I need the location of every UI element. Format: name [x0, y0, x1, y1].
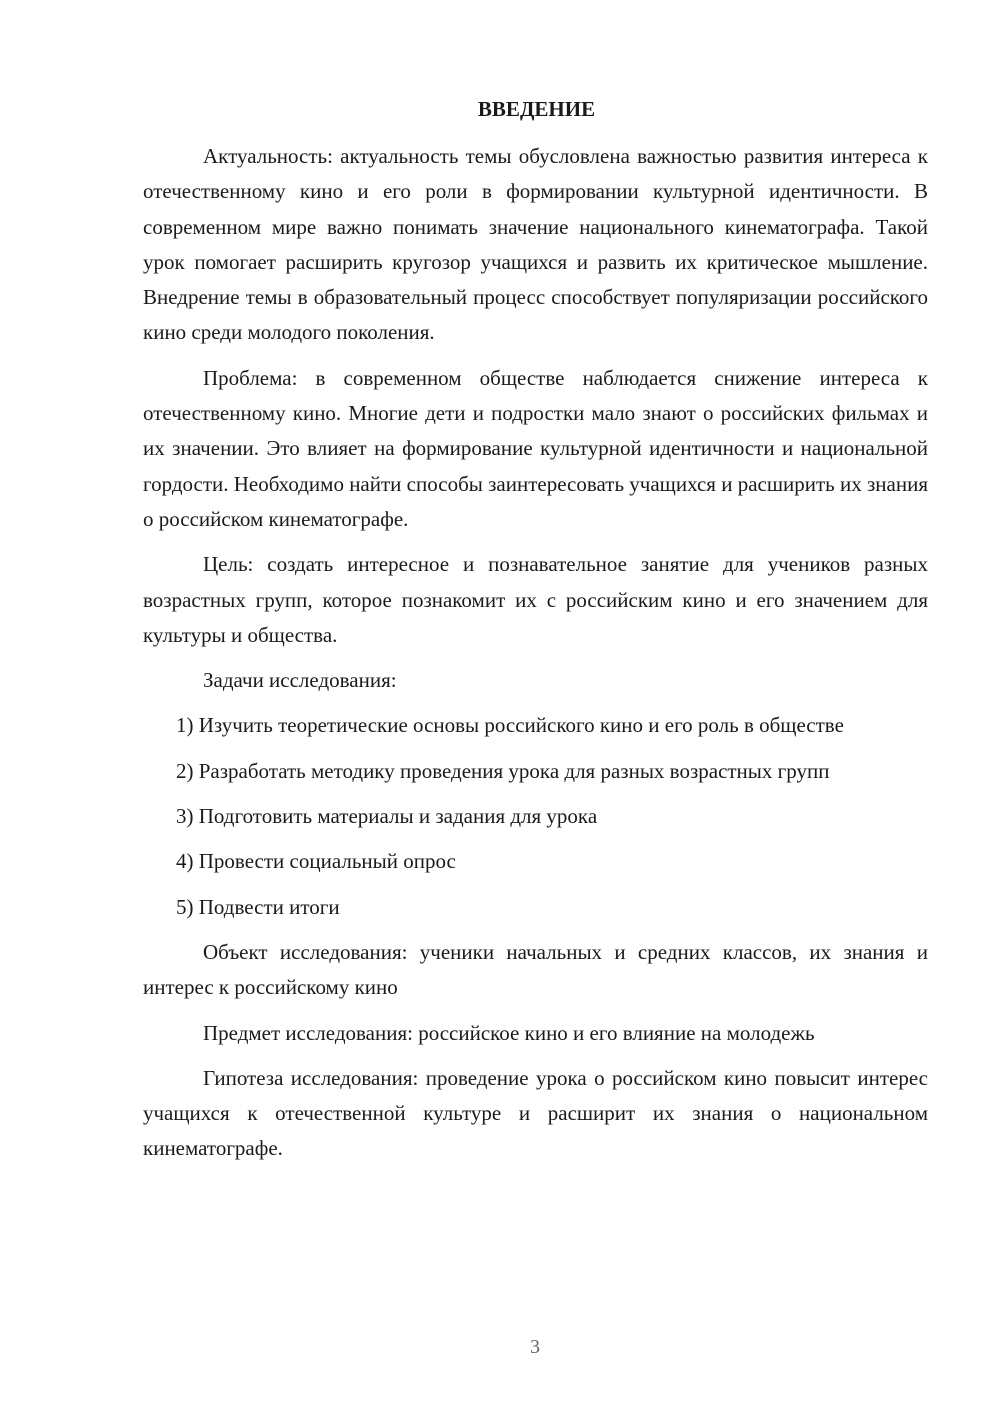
task-item-1: 1) Изучить теоретические основы российского кино и его роль в обществе — [176, 713, 844, 738]
section-heading: ВВЕДЕНИЕ — [477, 97, 596, 121]
object-paragraph: Объект исследования: ученики начальных и средних классов, их знания и интерес к российскому кино — [143, 939, 928, 1000]
subject-paragraph: Предмет исследования: российское кино и его влияние на молодежь — [203, 1020, 815, 1045]
task-item-5: 5) Подвести итоги — [176, 894, 340, 919]
task-item-4: 4) Провести социальный опрос — [176, 849, 456, 874]
page-number: 3 — [530, 1336, 540, 1358]
tasks-heading: Задачи исследования: — [203, 668, 397, 693]
task-item-2: 2) Разработать методику проведения урока для разных возрастных групп — [176, 758, 830, 783]
problem-paragraph: Проблема: в современном обществе наблюдается снижение интереса к отечественному кино. Многие дети и подростки мало знают о российских фильмах и их значении. Это влияет на формирование культурной идентичности и национальной гордости. Необходимо найти способы заинтересовать учащихся и расширить их знания о российском кинематографе. — [143, 365, 928, 531]
document-page — [143, 92, 928, 1167]
task-item-3: 3) Подготовить материалы и задания для урока — [176, 804, 598, 829]
relevance-paragraph: Актуальность: актуальность темы обусловлена важностью развития интереса к отечественному кино и его роли в формировании культурной идентичности. В современном мире важно понимать значение национального кинематографа. Такой урок помогает расширить кругозор учащихся и развить их критическое мышление. Внедрение темы в образовательный процесс способствует популяризации российского кино среди молодого поколения. — [143, 144, 928, 345]
hypothesis-paragraph: Гипотеза исследования: проведение урока о российском кино повысит интерес учащихся к отечественной культуре и расширит их знания о национальном кинематографе. — [143, 1065, 928, 1161]
goal-paragraph: Цель: создать интересное и познавательное занятие для учеников разных возрастных групп, которое познакомит их с российским кино и его значением для культуры и общества. — [143, 552, 928, 647]
